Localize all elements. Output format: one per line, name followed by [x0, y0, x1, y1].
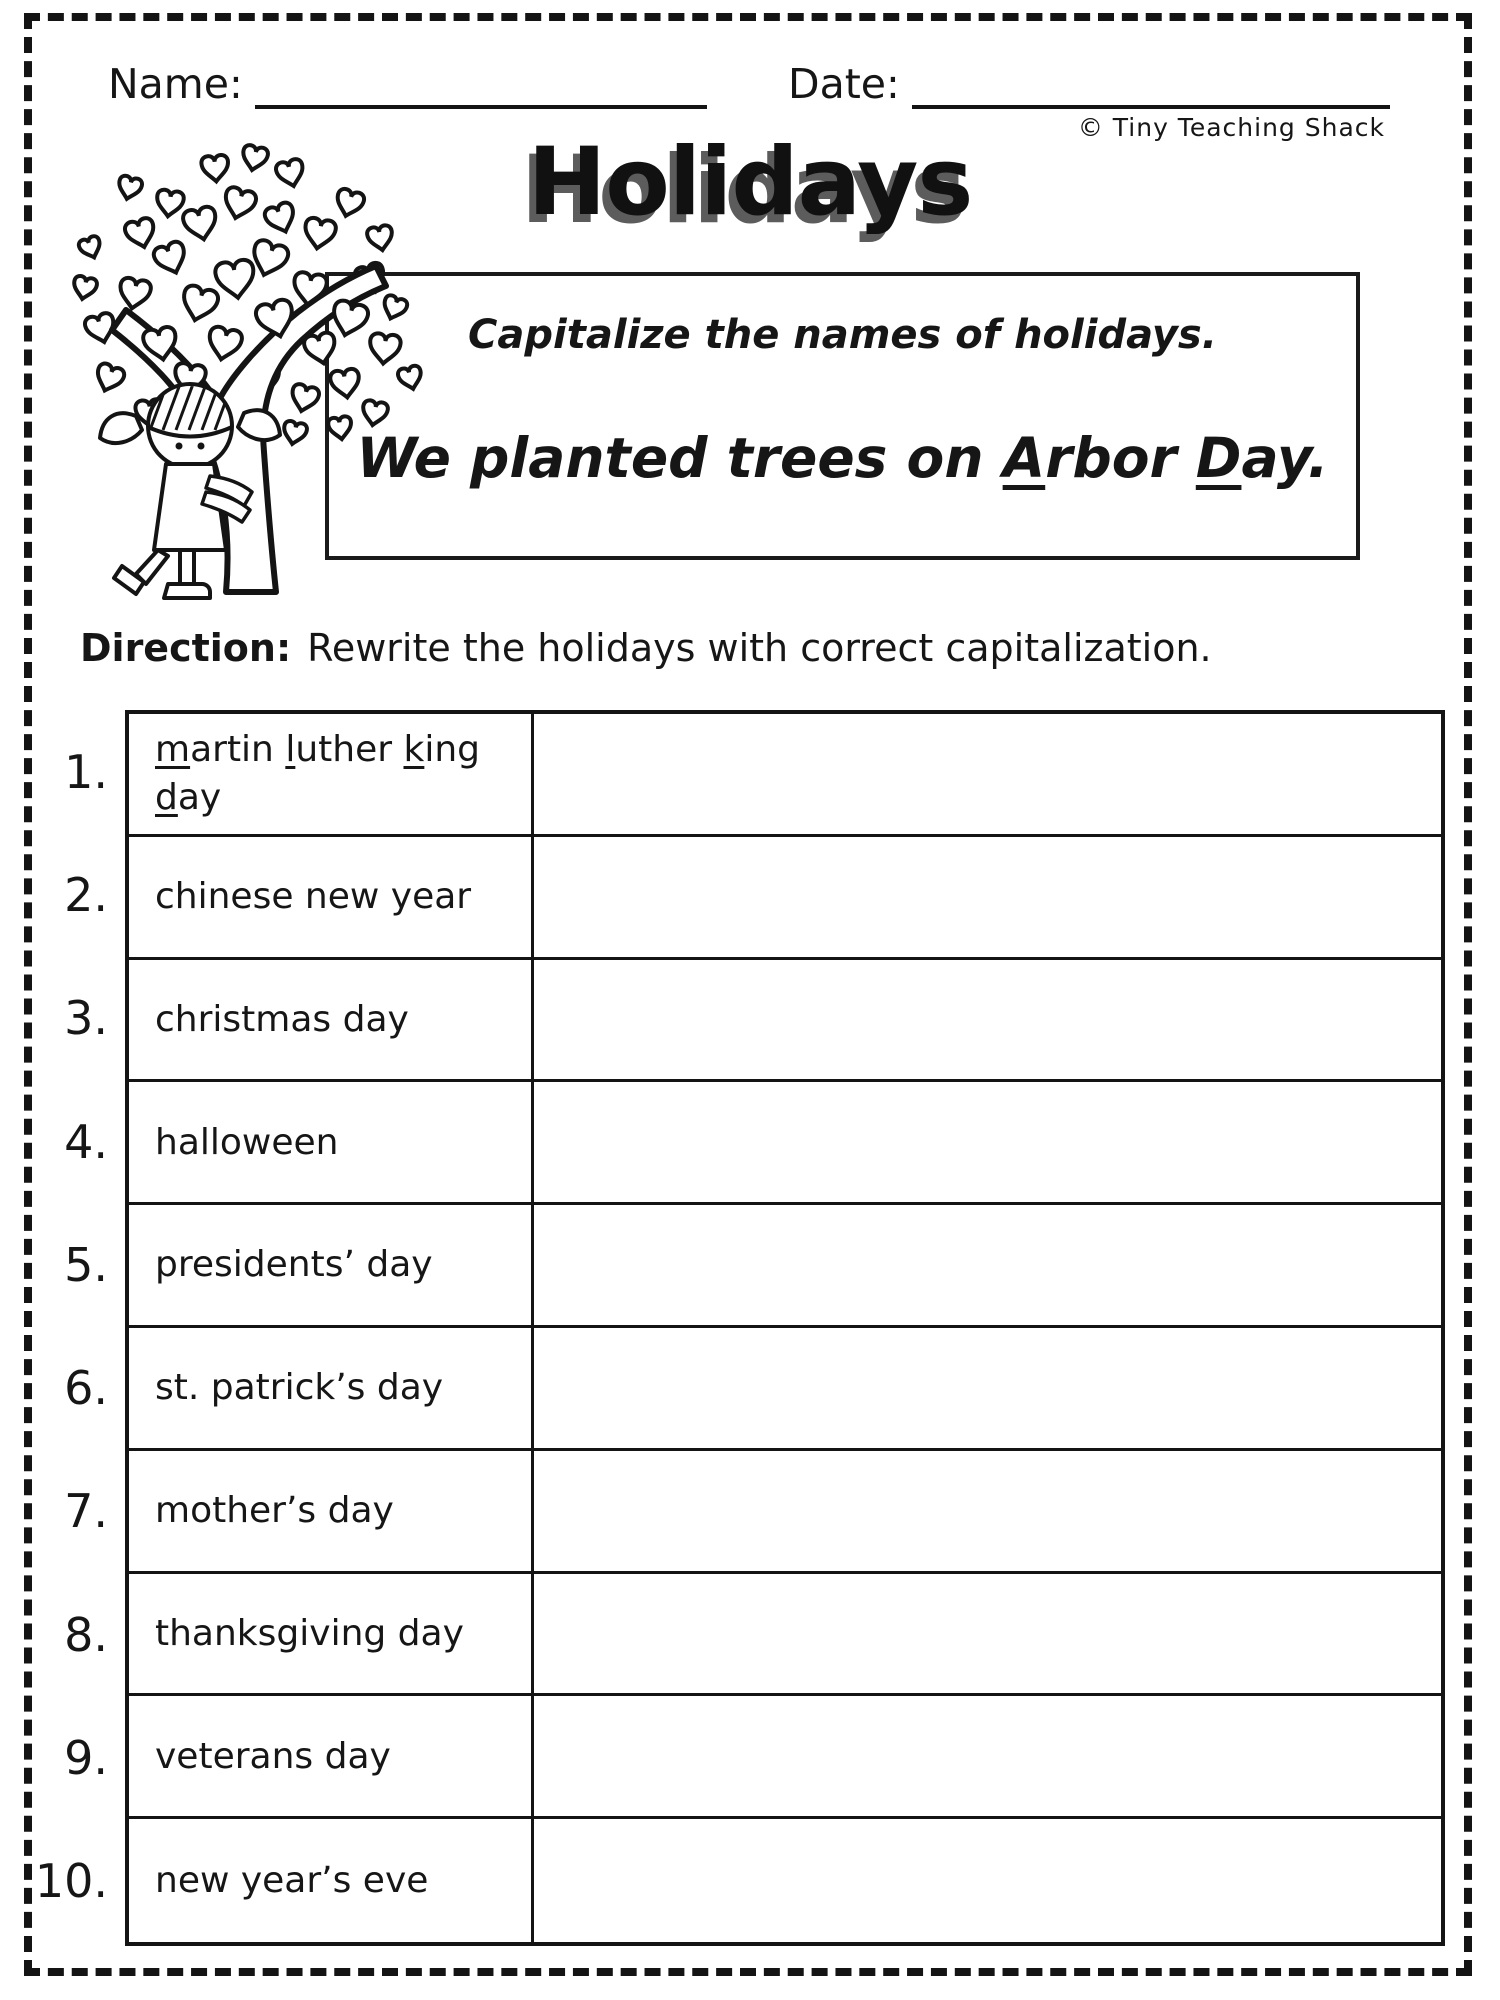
heart-leaf — [221, 186, 258, 222]
text-segment: ay — [177, 776, 222, 818]
answer-cell[interactable] — [534, 837, 1441, 960]
copyright-text: © Tiny Teaching Shack — [1077, 113, 1385, 142]
heart-leaf — [263, 201, 299, 237]
heart-leaf — [182, 205, 220, 242]
holiday-term-cell — [129, 1082, 534, 1205]
page-title: Holidays — [527, 128, 973, 237]
row-number: 1. — [64, 744, 108, 799]
row-number: 7. — [64, 1484, 108, 1539]
direction-text: Rewrite the holidays with correct capitalization. — [307, 626, 1212, 670]
row-number: 8. — [64, 1607, 108, 1662]
holiday-term-cell — [129, 960, 534, 1083]
row-numbers-column — [28, 710, 108, 1943]
holiday-term-cell — [129, 1696, 534, 1819]
name-field-group — [108, 62, 707, 109]
heart-leaf — [178, 284, 220, 325]
holiday-term-cell — [129, 714, 534, 837]
example-sentence — [329, 426, 1356, 490]
heart-leaf — [333, 187, 366, 219]
text-segment: veterans day — [155, 1735, 391, 1777]
holiday-term-cell — [129, 1205, 534, 1328]
answer-cell[interactable] — [534, 1082, 1441, 1205]
answer-cell[interactable] — [534, 1696, 1441, 1819]
holiday-term-cell — [129, 1451, 534, 1574]
heart-leaf — [214, 259, 257, 301]
heart-leaf — [71, 275, 98, 301]
answer-cell[interactable] — [534, 1574, 1441, 1697]
heart-leaf — [77, 235, 104, 261]
answer-cell[interactable] — [534, 1205, 1441, 1328]
heart-leaf — [205, 325, 243, 362]
name-label: Name: — [108, 60, 243, 108]
heart-leaf — [366, 224, 394, 252]
text-segment: new year’s eve — [155, 1859, 429, 1901]
date-write-line[interactable] — [912, 65, 1390, 109]
heart-leaf — [281, 420, 308, 446]
answer-cell[interactable] — [534, 1451, 1441, 1574]
row-number: 2. — [64, 867, 108, 922]
heart-leaf — [360, 399, 388, 427]
text-segment: st. patrick’s day — [155, 1367, 444, 1409]
holiday-term-cell — [129, 837, 534, 960]
answer-cell[interactable] — [534, 960, 1441, 1083]
heart-leaf — [116, 175, 143, 202]
heart-leaf — [380, 294, 409, 323]
date-field-group — [788, 62, 1390, 109]
example-instruction: Capitalize the names of holidays. — [468, 312, 1217, 358]
holiday-term-cell — [129, 1819, 534, 1942]
row-number: 9. — [64, 1731, 108, 1786]
date-label: Date: — [788, 60, 900, 108]
heart-leaf — [328, 299, 370, 340]
heart-leaf — [397, 365, 424, 392]
heart-leaf — [327, 416, 353, 441]
underlined-letter: D — [1195, 426, 1242, 490]
holiday-term-cell — [129, 1328, 534, 1451]
heart-leaf — [368, 333, 401, 366]
text-segment: christmas day — [155, 998, 409, 1040]
text-segment: uther — [295, 729, 404, 771]
heart-leaf — [275, 158, 307, 189]
text-segment: ay. — [1241, 426, 1329, 490]
heart-leaf — [155, 189, 185, 218]
row-number: 4. — [64, 1114, 108, 1169]
heart-leaf — [240, 144, 269, 173]
row-number: 10. — [34, 1854, 108, 1909]
holidays-table — [125, 710, 1445, 1946]
heart-leaf — [329, 368, 361, 399]
text-segment: thanksgiving day — [155, 1612, 464, 1654]
row-number: 5. — [64, 1237, 108, 1292]
direction-line — [80, 626, 1212, 670]
underlined-letter: m — [155, 729, 191, 771]
text-segment: rbor — [1045, 426, 1196, 490]
name-write-line[interactable] — [255, 65, 707, 109]
heart-leaf — [117, 277, 152, 311]
row-number: 6. — [64, 1361, 108, 1416]
answer-cell[interactable] — [534, 714, 1441, 837]
direction-label: Direction: — [80, 626, 292, 670]
text-segment: artin — [190, 729, 286, 771]
heart-leaf — [152, 240, 191, 278]
heart-leaf — [123, 217, 158, 251]
answer-cell[interactable] — [534, 1328, 1441, 1451]
text-segment: ing — [424, 729, 481, 771]
underlined-letter: A — [1002, 426, 1046, 490]
row-number: 3. — [64, 991, 108, 1046]
text-segment: halloween — [155, 1121, 339, 1163]
answer-cell[interactable] — [534, 1819, 1441, 1942]
text-segment: chinese new year — [155, 875, 472, 917]
heart-leaf — [302, 217, 337, 251]
heart-leaf — [288, 383, 320, 414]
heart-leaf — [201, 154, 230, 182]
heart-leaf — [92, 362, 126, 395]
holiday-term-cell — [129, 1574, 534, 1697]
text-segment: presidents’ day — [155, 1244, 433, 1286]
text-segment: We planted trees on — [356, 426, 1003, 490]
underlined-letter: d — [155, 776, 178, 818]
example-box — [325, 272, 1360, 560]
text-segment: mother’s day — [155, 1489, 394, 1531]
heart-tree-girl-clipart — [40, 126, 476, 612]
underlined-letter: k — [403, 729, 425, 771]
underlined-letter: l — [285, 729, 296, 771]
